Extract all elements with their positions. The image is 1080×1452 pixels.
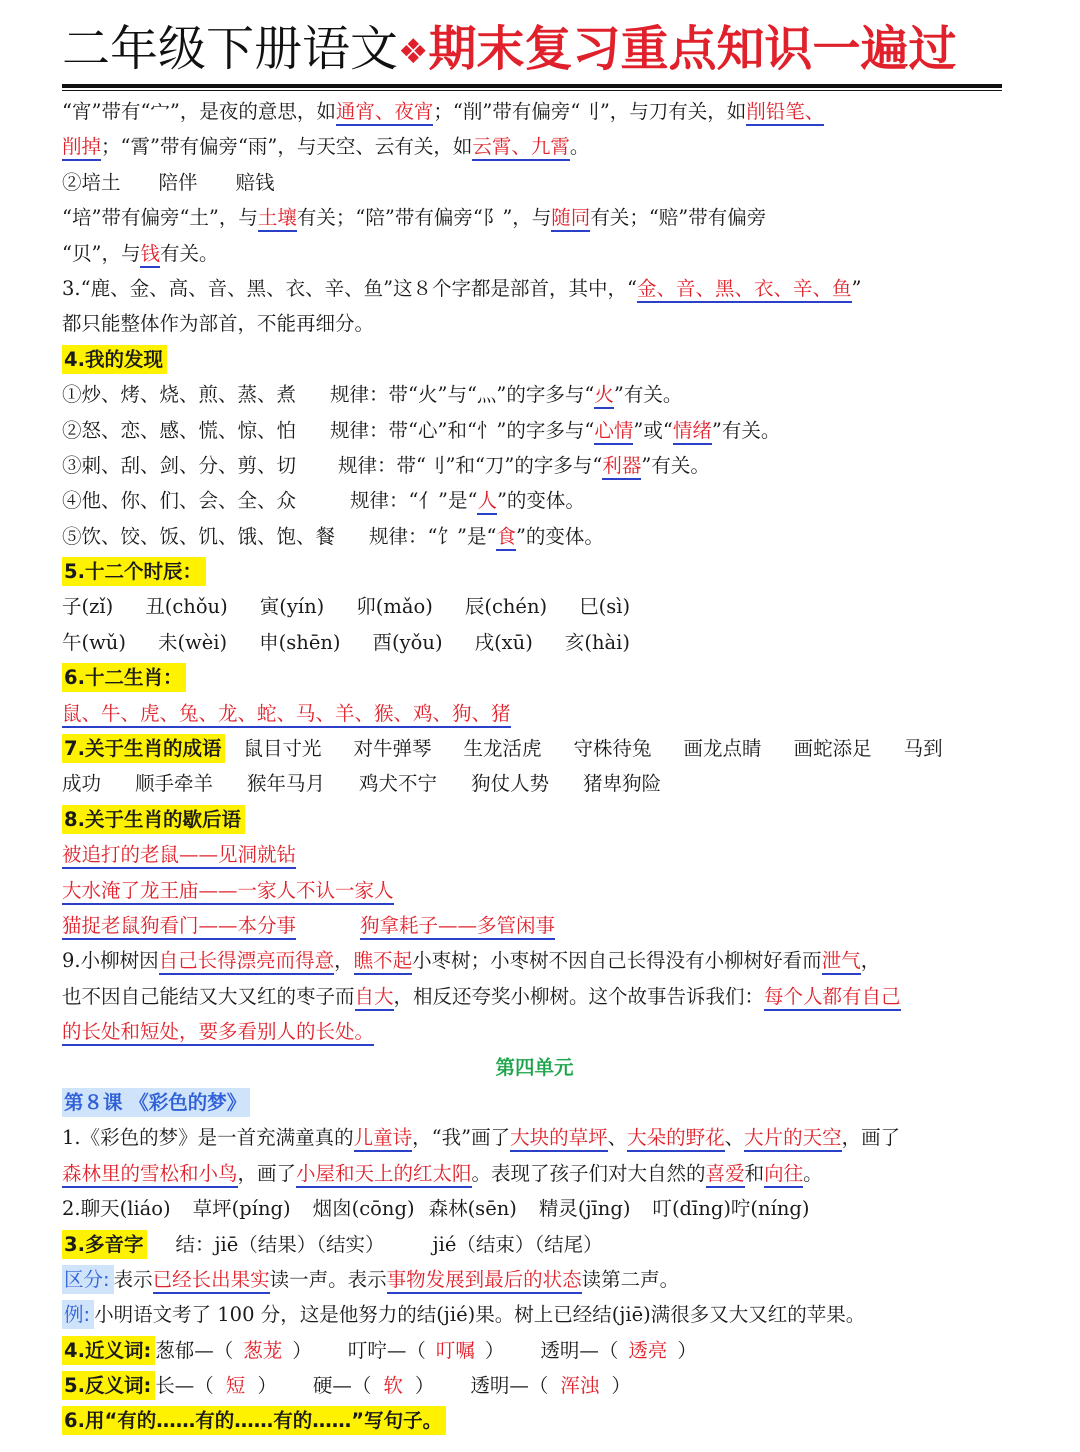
answer: 削铅笔、 [746,100,824,126]
text: 规律：“亻”是“ [350,489,478,513]
answer: 的长处和短处，要多看别人的长处。 [62,1020,374,1046]
line-14 [62,554,1007,589]
answer: 云霄、九霄 [472,135,570,161]
answer: 向往 [764,1162,803,1188]
line-11 [62,448,1007,483]
title-part1: 二年级下册语文 [62,21,399,77]
text: “宵”带有“宀”，是夜的意思，如 [62,100,336,123]
pinyin-item: 森林(sēn) [428,1197,517,1221]
answer: 心情 [594,419,633,445]
answer: 情绪 [673,419,712,445]
idiom: 猪卑狗险 [583,772,662,796]
text: 表示 [113,1267,153,1291]
line-18 [62,696,1007,731]
line-3 [62,165,1007,200]
text: ”有关。 [711,418,781,442]
answer: 大朵的野花 [627,1126,725,1152]
shichen-item: 巳(sì) [579,595,631,619]
text: 葱郁—（ [155,1338,234,1362]
answer: 软 [383,1374,403,1398]
answer: 透亮 [628,1338,668,1362]
pinyin-item: 叮(dīng)咛(níng) [652,1197,810,1221]
line-25 [62,943,1007,978]
line-5 [62,236,1007,271]
line-23 [62,873,1007,908]
text: ”有关。 [641,453,710,477]
text: 有关；“赔”带有偏旁 [590,206,767,230]
answer: 钱 [140,242,160,268]
line-10 [62,413,1007,448]
text: ②培土 [62,170,121,194]
line-37 [62,1368,1007,1403]
title-rule-thin [62,90,1002,91]
text: 叮咛—（ [347,1338,426,1362]
answer: 自大 [355,985,394,1011]
section-heading: 4.我的发现 [62,345,167,374]
line-35 [62,1297,1007,1332]
text: ） [414,1374,435,1398]
answer: 通宵、夜宵 [336,100,434,126]
text: 规律：“饣”是“ [369,524,497,548]
shichen-item: 子(zǐ) [62,595,114,619]
text: 透明—（ [470,1374,549,1398]
text: ， [334,949,354,973]
text: ”有关。 [613,383,683,407]
text: ⑤饮、饺、饭、饥、饿、饱、餐 [62,524,336,548]
lesson-heading: 第８课 《彩色的梦》 [62,1088,250,1117]
line-13 [62,519,1007,554]
line-27 [62,1014,1007,1049]
idiom: 画蛇添足 [793,737,872,761]
text: ， [860,949,881,973]
text: 小明语文考了 100 分，这是他努力的结(jié)果。树上已经结(jiē)满很多又大又红的苹果。 [94,1303,866,1327]
xiehouyu: 被追打的老鼠——见洞就钻 [62,843,296,869]
text: 3.“鹿、金、高、音、黑、衣、辛、鱼”这８个字都是部首，其中，“ [62,276,638,300]
diamond-icon: ❖ [398,32,429,72]
answer: 已经长出果实 [153,1268,270,1294]
text: 有关；“陪”带有偏旁“阝”，与 [296,206,552,230]
text: ④他、你、们、会、全、众 [62,489,297,513]
answer: 大片的天空 [744,1126,842,1152]
shichen-item: 午(wǔ) [62,630,126,654]
text: ，画了 [841,1126,901,1150]
text: 和 [744,1161,765,1185]
line-26 [62,979,1007,1014]
shichen-item: 未(wèi) [157,630,228,654]
text: 赔钱 [235,170,275,194]
text: ） [611,1374,631,1398]
idiom: 生龙活虎 [463,737,542,761]
idiom: 守株待兔 [573,737,652,761]
line-36 [62,1333,1007,1368]
text: ” [851,276,862,300]
pinyin-item: 精灵(jīng) [538,1197,631,1221]
text: ”或“ [633,418,673,442]
text: 也不因自己能结又大又红的枣子而 [62,984,355,1008]
shichen-item: 申(shēn) [259,630,341,654]
title-rule-thick [62,84,1002,88]
section-heading: 3.多音字 [62,1230,147,1259]
text: 硬—（ [312,1374,372,1398]
text: ③刺、刮、剑、分、剪、切 [62,453,297,477]
shichen-item: 戌(xū) [474,630,533,654]
line-12 [62,483,1007,518]
text: ”的变体。 [496,489,585,513]
line-19 [62,731,1007,766]
line-9 [62,377,1007,412]
line-1 [62,94,1007,129]
xiehouyu: 大水淹了龙王庙——一家人不认一家人 [62,879,394,905]
text: 1.《彩色的梦》是一首充满童真的 [62,1126,354,1150]
page-title [62,14,1002,84]
answer: 利器 [602,454,641,480]
line-8 [62,342,1007,377]
shichen-item: 酉(yǒu) [372,630,443,654]
answer: 金、音、黑、衣、辛、鱼 [637,277,852,303]
shichen-item: 亥(hài) [564,630,630,654]
answer: 大块的草坪 [510,1126,608,1152]
text: ） [292,1338,312,1362]
pinyin-item: 草坪(píng) [192,1197,291,1221]
xiehouyu: 猫捉老鼠狗看门——本分事 [62,914,296,940]
text: 有关。 [159,241,219,265]
line-38 [62,1403,1007,1438]
answer: 儿童诗 [354,1126,413,1152]
zodiac-list: 鼠、牛、虎、兔、龙、蛇、马、羊、猴、鸡、狗、猪 [62,702,511,728]
text: 9.小柳树因 [62,949,159,973]
line-21 [62,802,1007,837]
text: 。 [803,1161,823,1185]
title-part2: 期末复习重点知识一遍过 [428,21,957,77]
text: 规律：带“心”和“忄”的字多与“ [330,418,595,442]
line-22 [62,837,1007,872]
text: 读第二声。 [581,1267,680,1291]
line-33 [62,1227,1007,1262]
text: 。表现了孩子们对大自然的 [471,1161,706,1185]
line-30 [62,1120,1007,1155]
line-32 [62,1191,1007,1226]
line-2 [62,129,1007,164]
idiom: 对牛弹琴 [353,737,432,761]
idiom: 顺手牵羊 [135,772,214,796]
text: ”的变体。 [515,524,604,548]
text: ；“削”带有偏旁“刂”，与刀有关，如 [433,100,747,123]
text: 、 [724,1126,745,1150]
answer: 小屋和天上的红太阳 [296,1162,472,1188]
pinyin-item: 2.聊天(liáo) [62,1197,171,1221]
answer: 人 [477,489,497,515]
answer: 喜爱 [706,1162,745,1188]
section-heading: 5.十二个时辰： [62,557,206,586]
answer: 事物发展到最后的状态 [387,1268,582,1294]
text: 透明—（ [540,1338,619,1362]
idiom: 鸡犬不宁 [359,772,438,796]
section-heading: 7.关于生肖的成语 [62,734,225,763]
answer: 瞧不起 [354,949,413,975]
line-15 [62,589,1007,624]
shichen-item: 辰(chén) [464,595,548,619]
text: ①炒、烤、烧、煎、蒸、煮 [62,383,297,407]
idiom: 猴年马月 [247,772,326,796]
text: 。 [569,135,590,159]
line-24 [62,908,1007,943]
shichen-item: 丑(chǒu) [145,595,228,619]
section-heading: 4.近义词: [62,1336,155,1365]
line-7 [62,306,1007,341]
idiom: 鼠目寸光 [243,737,322,761]
idiom: 成功 [62,772,102,796]
content [62,94,1007,1439]
text: ，“我”画了 [412,1126,511,1150]
text: “培”带有偏旁“土”，与 [62,206,258,230]
section-heading: 6.用“有的……有的……有的……”写句子。 [62,1406,446,1435]
answer: 每个人都有自己 [764,985,901,1011]
answer: 自己长得漂亮而得意 [159,949,335,975]
text: 陪伴 [158,170,198,194]
text: ） [484,1338,505,1362]
line-31 [62,1156,1007,1191]
answer: 土壤 [258,206,297,232]
shichen-item: 寅(yín) [259,595,325,619]
xiehouyu: 狗拿耗子——多管闲事 [360,914,555,940]
text: 读一声。表示 [269,1267,387,1291]
answer: 泄气 [822,949,861,975]
idiom: 狗仗人势 [471,772,550,796]
answer: 叮嘱 [435,1338,475,1362]
text: 结：jiē（结果）（结实） [175,1232,385,1256]
line-4 [62,200,1007,235]
text: 规律：带“火”与“灬”的字多与“ [330,383,595,407]
text: “贝”，与 [62,241,141,265]
answer: 短 [225,1374,246,1398]
answer: 葱茏 [243,1338,283,1362]
text: ） [257,1374,277,1398]
line-6 [62,271,1007,306]
line-34 [62,1262,1007,1297]
answer: 火 [594,383,614,409]
line-29 [62,1085,1007,1120]
label-tag: 区分: [62,1265,114,1294]
text: jié（结束）（结尾） [432,1232,603,1256]
text: 规律：带“刂”和“刀”的字多与“ [338,453,603,477]
text: ） [677,1338,697,1362]
section-heading: 8.关于生肖的歇后语 [62,805,245,834]
shichen-item: 卯(mǎo) [356,595,433,619]
line-20 [62,766,1007,801]
text: 都只能整体作为部首，不能再细分。 [62,312,375,336]
unit-heading: 第四单元 [495,1055,574,1079]
answer: 削掉 [62,135,101,161]
line-17 [62,660,1007,695]
label-tag: 例: [62,1300,94,1329]
answer: 森林里的雪松和小鸟 [62,1162,238,1188]
text: ，相反还夸奖小柳树。这个故事告诉我们： [393,984,765,1008]
text: ；“霄”带有偏旁“雨”，与天空、云有关，如 [101,135,473,159]
text: 小枣树；小枣树不因自己长得没有小柳树好看而 [412,949,822,973]
text: 、 [607,1126,628,1150]
section-heading: 5.反义词: [62,1371,155,1400]
answer: 食 [496,525,516,551]
answer: 浑浊 [560,1374,600,1398]
idiom: 马到 [903,737,943,761]
pinyin-item: 烟囱(cōng) [312,1197,415,1221]
answer: 随同 [551,206,590,232]
text: 长—（ [155,1374,214,1398]
line-16 [62,625,1007,660]
text: ，画了 [237,1161,297,1185]
idiom: 画龙点睛 [683,737,762,761]
section-heading: 6.十二生肖： [62,663,186,692]
text: ②怒、恋、感、慌、惊、怕 [62,418,297,442]
